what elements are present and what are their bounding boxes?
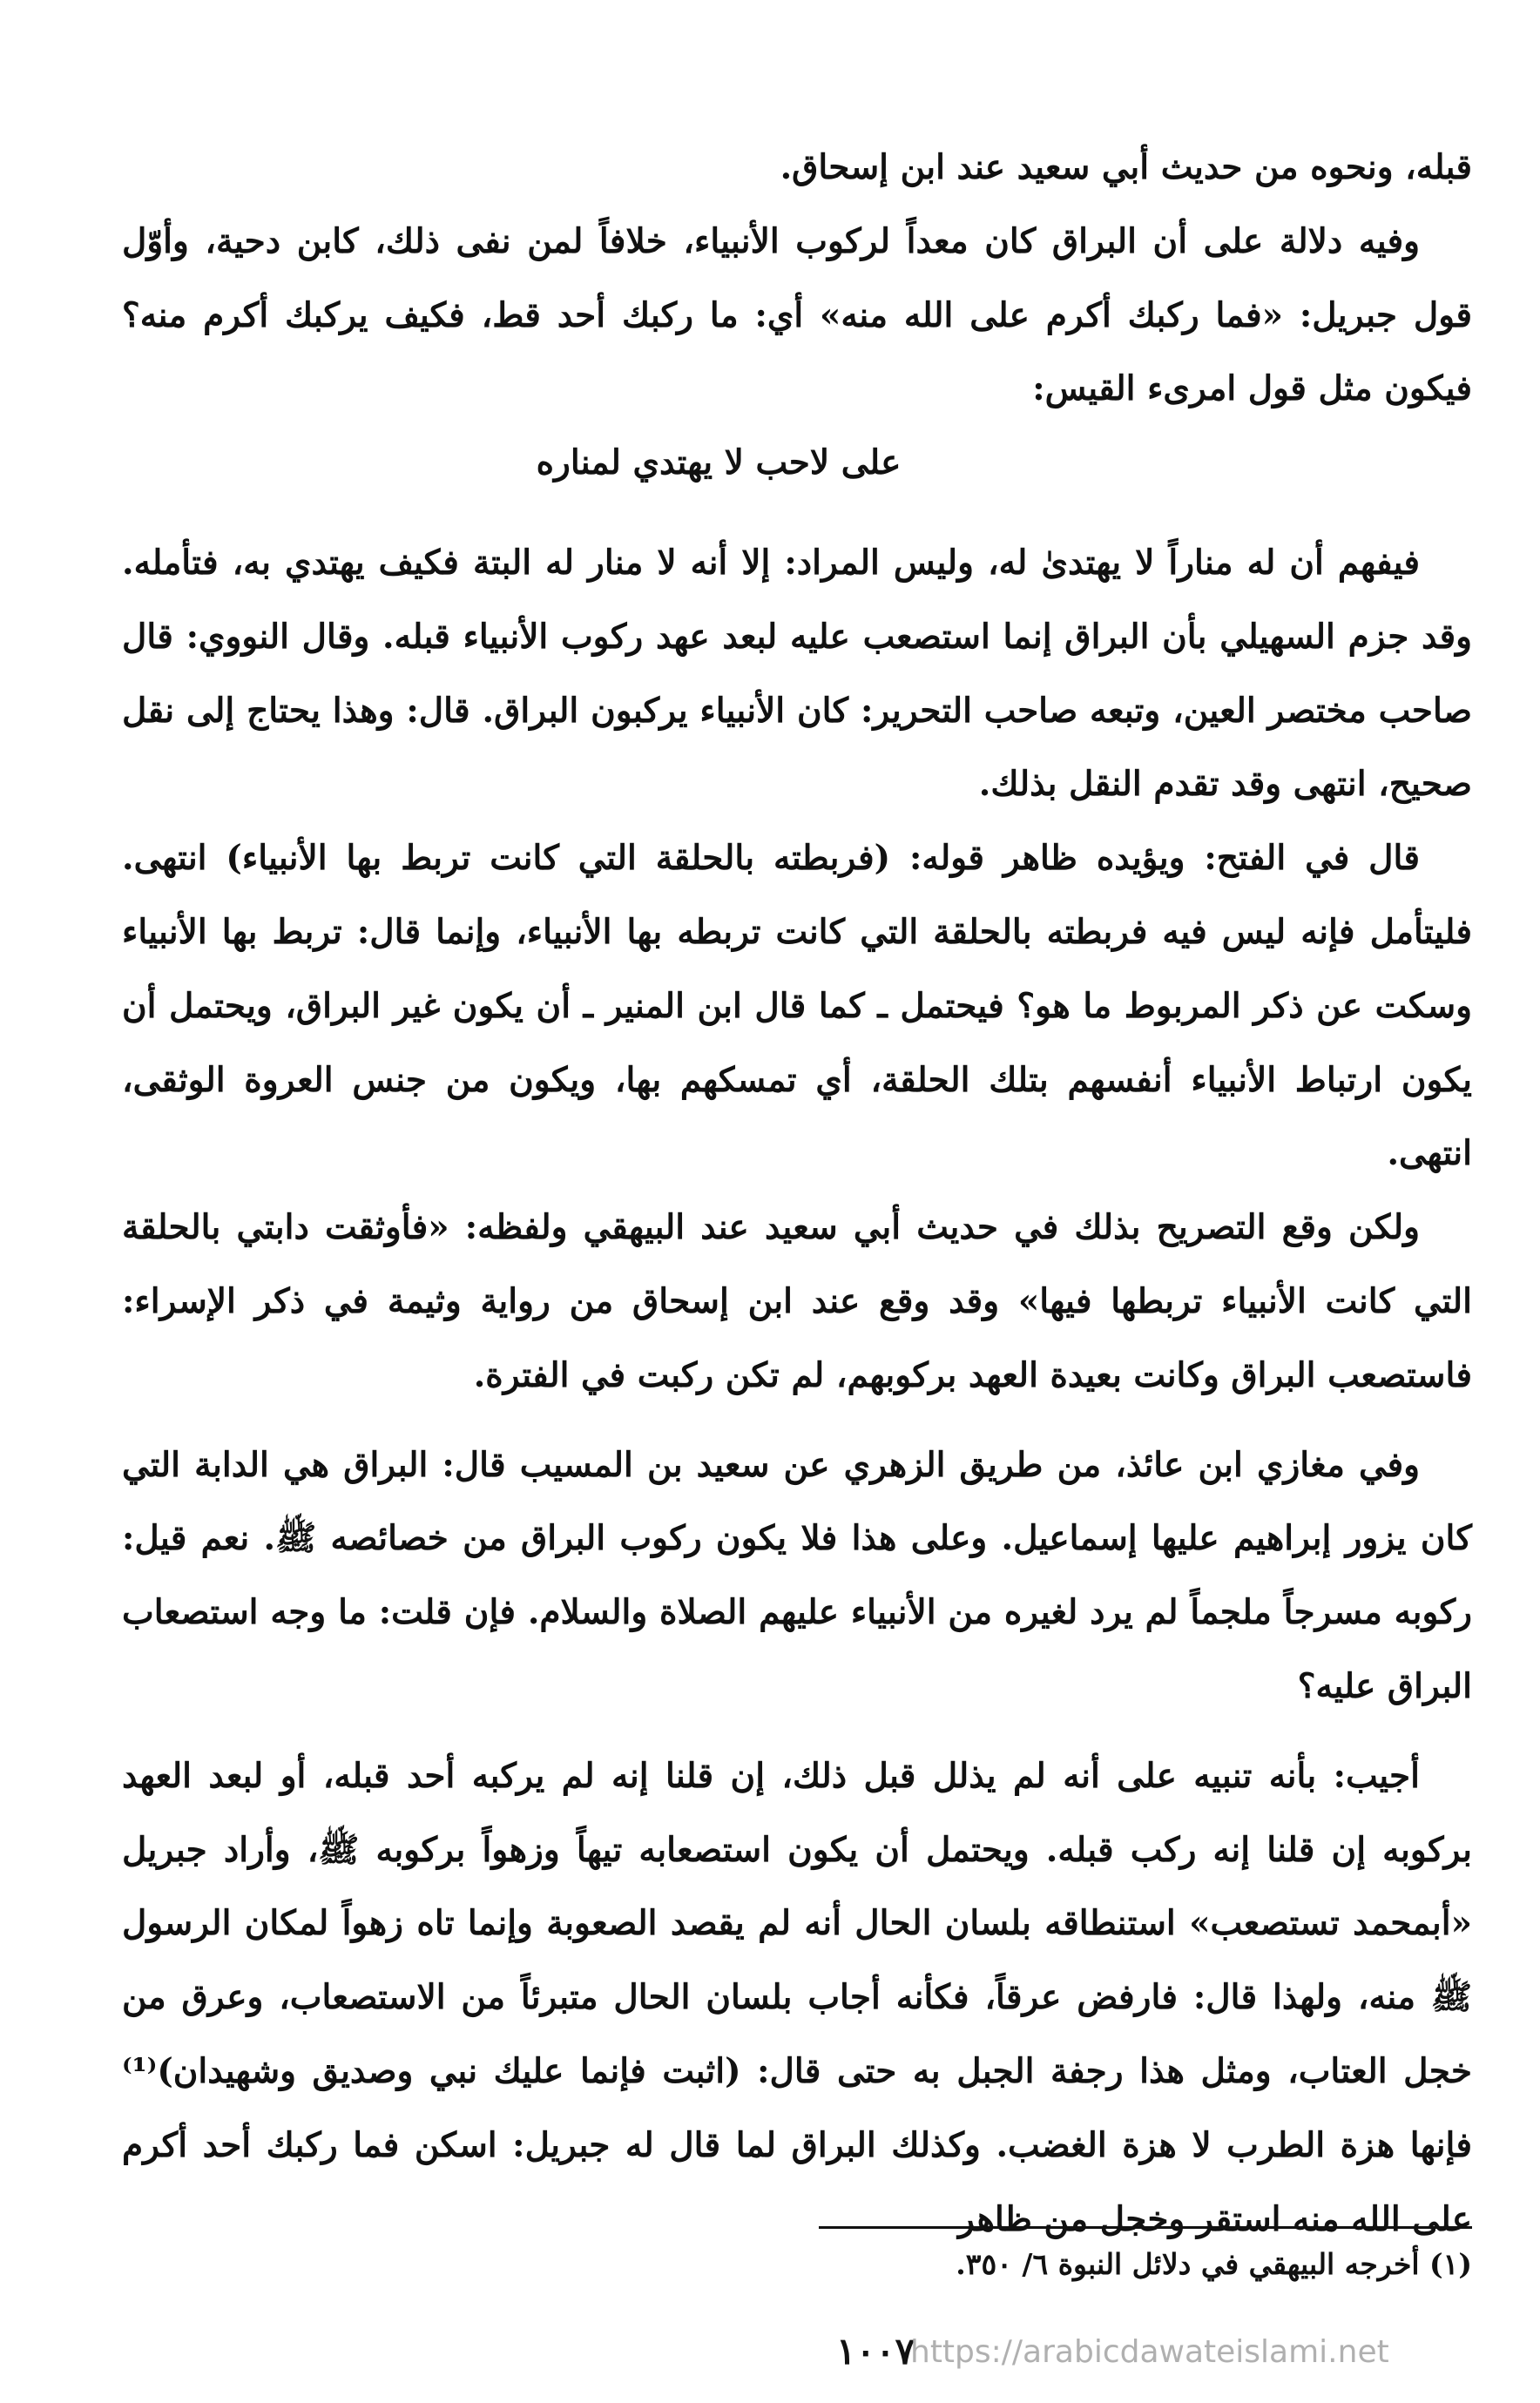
page-number: ١٠٠٧ [836, 2330, 915, 2373]
footnote: (١) أخرجه البيهقي في دلائل النبوة ٦/ ٣٥٠. [956, 2247, 1472, 2281]
paragraph-2: وفيه دلالة على أن البراق كان معداً لركوب الأنبياء، خلافاً لمن نفى ذلك، كابن دحية، وأوّل قول جبريل: «فما ركبك أكرم على الله منه» أي: ما ركبك أحد قط، فكيف يركبك أكرم منه؟ فيكون مثل قول امرىء القيس: [122, 220, 1472, 409]
paragraph-6: وفي مغازي ابن عائذ، من طريق الزهري عن سعيد بن المسيب قال: البراق هي الدابة التي كان يزور إبراهيم عليها إسماعيل. وعلى هذا فلا يكون ركوب البراق من خصائصه ﷺ. نعم قيل: ركوبه مسرجاً ملجماً لم يرد لغيره من الأنبياء عليهم الصلاة والسلام. فإن قلت: ما وجه استصعاب البراق عليه؟ [122, 1444, 1472, 1706]
paragraph-3: فيفهم أن له مناراً لا يهتدىٰ له، وليس المراد: إلا أنه لا منار له البتة فكيف يهتدي به، فتأمله. وقد جزم السهيلي بأن البراق إنما استصعب عليه لبعد عهد ركوب الأنبياء قبله. وقال النووي: قال صاحب مختصر العين، وتبعه صاحب التحرير: كان الأنبياء يركبون البراق. قال: وهذا يحتاج إلى نقل صحيح، انتهى وقد تقدم النقل بذلك. [122, 542, 1472, 805]
paragraph-1: قبله، ونحوه من حديث أبي سعيد عند ابن إسحاق. [780, 147, 1472, 187]
paragraph-7: أجيب: بأنه تنبيه على أنه لم يذلل قبل ذلك، إن قلنا إنه لم يركبه أحد قبله، أو لبعد العهد بركوبه إن قلنا إنه ركب قبله. ويحتمل أن يكون استصعابه تيهاً وزهواً بركوبه ﷺ، وأراد جبريل «أبمحمد تستصعب» استنطاقه بلسان الحال أنه لم يقصد الصعوبة وإنما تاه زهواً لمكان الرسول ﷺ منه، ولهذا قال: فارفض عرقاً، فكأنه أجاب بلسان الحال متبرئاً من الاستصعاب، وعرق من خجل العتاب، ومثل هذا رجفة الجبل به حتى قال: (اثبت فإنما عليك نبي وصديق وشهيدان)⁽¹⁾ فإنها هزة الطرب لا هزة الغضب. وكذلك البراق لما قال له جبريل: اسكن فما ركبك أحد أكرم على الله منه استقر وخجل من ظاهر [122, 1755, 1472, 2239]
footnote-divider [819, 2226, 1472, 2229]
watermark-url: https://arabicdawateislami.net [910, 2334, 1389, 2370]
main-text [122, 131, 1472, 2256]
paragraph-5: ولكن وقع التصريح بذلك في حديث أبي سعيد عند البيهقي ولفظه: «فأوثقت دابتي بالحلقة التي كانت الأنبياء تربطها فيها» وقد وقع عند ابن إسحاق من رواية وثيمة في ذكر الإسراء: فاستصعب البراق وكانت بعيدة العهد بركوبهم، لم تكن ركبت في الفترة. [122, 1207, 1472, 1395]
poetry-verse: على لاحب لا يهتدي لمناره [536, 442, 902, 483]
paragraph-4: قال في الفتح: ويؤيده ظاهر قوله: (فربطته بالحلقة التي كانت تربط بها الأنبياء) انتهى. فليتأمل فإنه ليس فيه فربطته بالحلقة التي كانت تربطه بها الأنبياء، وإنما قال: تربط بها الأنبياء وسكت عن ذكر المربوط ما هو؟ فيحتمل ـ كما قال ابن المنير ـ أن يكون غير البراق، ويحتمل أن يكون ارتباط الأنبياء أنفسهم بتلك الحلقة، أي تمسكهم بها، ويكون من جنس العروة الوثقى، انتهى. [122, 838, 1472, 1174]
